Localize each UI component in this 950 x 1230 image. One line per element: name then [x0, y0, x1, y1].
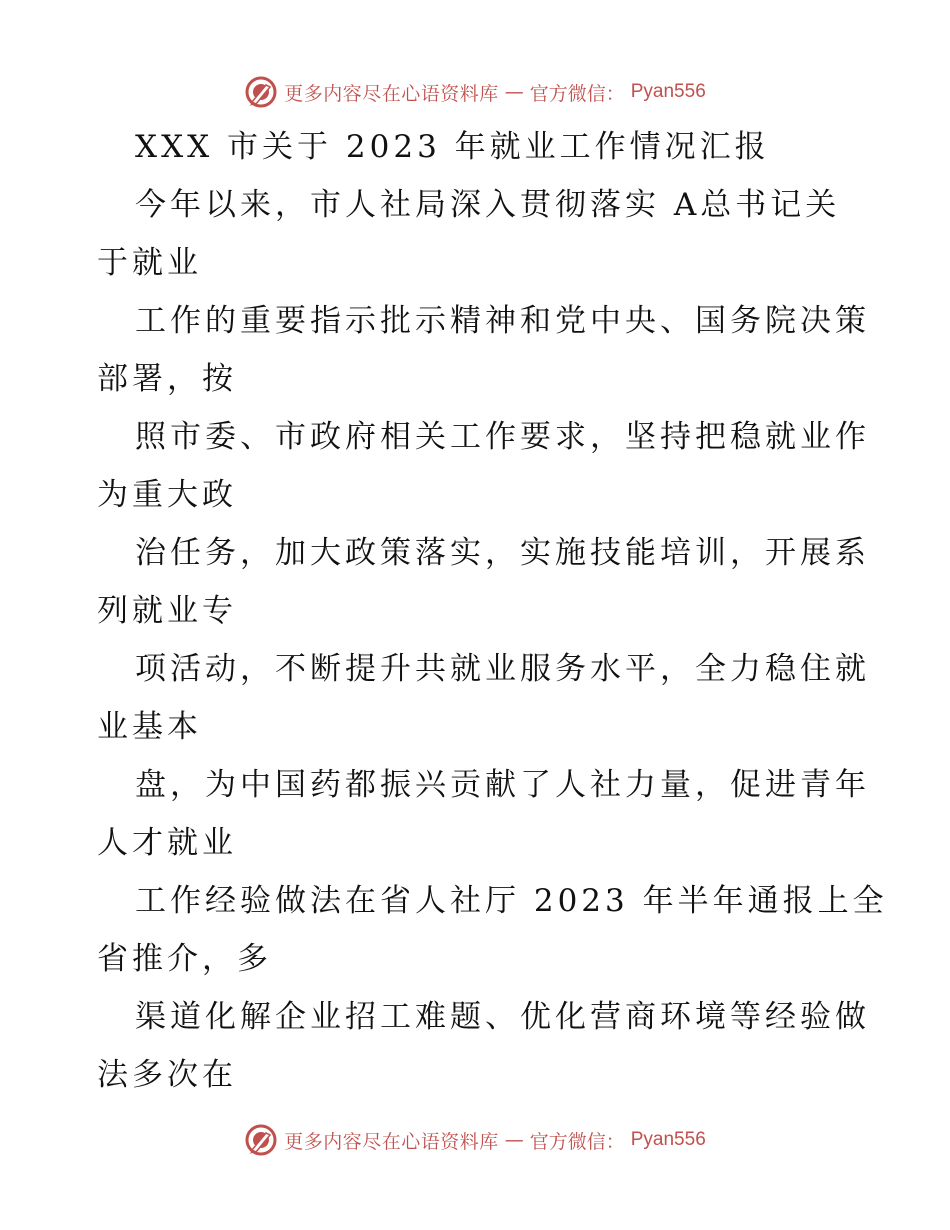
paragraph-line: 为重大政 — [97, 477, 237, 513]
paragraph-line: 照市委、市政府相关工作要求，坚持把稳就业作 — [135, 419, 870, 455]
document-title: XXX 市关于 2023 年就业工作情况汇报 — [135, 129, 770, 165]
header-watermark — [0, 72, 950, 112]
footer-watermark — [0, 1120, 950, 1160]
watermark-wechat-label: 官方微信： — [529, 1130, 625, 1153]
paragraph-line: 省推介，多 — [97, 941, 272, 977]
paragraph-line: 渠道化解企业招工难题、优化营商环境等经验做 — [135, 999, 870, 1035]
paragraph-line: 盘，为中国药都振兴贡献了人社力量，促进青年 — [135, 767, 870, 803]
paragraph-line: 工作的重要指示批示精神和党中央、国务院决策 — [135, 303, 870, 339]
header-watermark-content — [244, 75, 706, 109]
watermark-text: 更多内容尽在心语资料库 — [284, 1130, 499, 1153]
watermark-wechat-label: 官方微信： — [529, 82, 625, 105]
watermark-wechat-id: Pyan556 — [630, 81, 706, 102]
paragraph-line: 业基本 — [97, 709, 202, 745]
document-body — [97, 118, 888, 1104]
footer-watermark-content — [244, 1123, 706, 1157]
pen-logo-icon — [244, 75, 278, 109]
paragraph-line: 今年以来，市人社局深入贯彻落实 A总书记关 — [135, 187, 841, 223]
paragraph-line: 项活动，不断提升共就业服务水平，全力稳住就 — [135, 651, 870, 687]
watermark-wechat-id: Pyan556 — [630, 1129, 706, 1150]
paragraph-line: 人才就业 — [97, 825, 237, 861]
paragraph-line: 法多次在 — [97, 1057, 237, 1093]
paragraph-line: 治任务，加大政策落实，实施技能培训，开展系 — [135, 535, 870, 571]
paragraph-line: 部署，按 — [97, 361, 237, 397]
paragraph-line: 工作经验做法在省人社厅 2023 年半年通报上全 — [135, 883, 888, 919]
paragraph-line: 于就业 — [97, 245, 202, 281]
watermark-dash: — — [504, 81, 524, 103]
pen-logo-icon — [244, 1123, 278, 1157]
watermark-dash: — — [504, 1129, 524, 1151]
paragraph-line: 列就业专 — [97, 593, 237, 629]
watermark-text: 更多内容尽在心语资料库 — [284, 82, 499, 105]
